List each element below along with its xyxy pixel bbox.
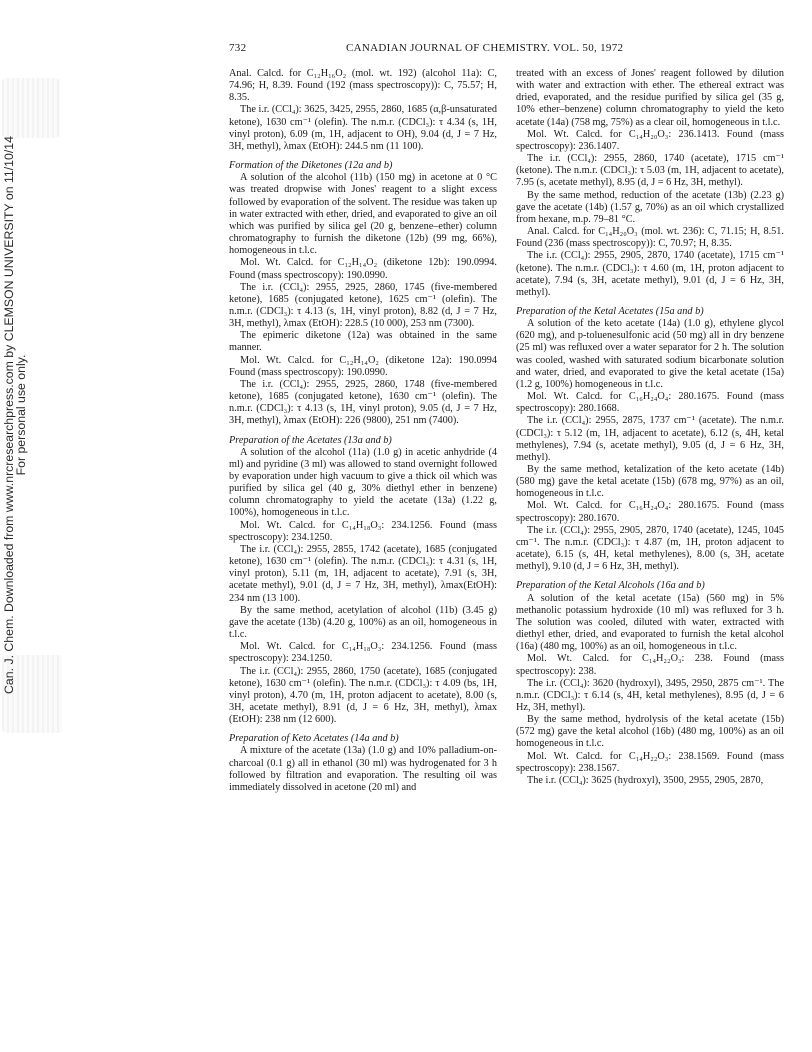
paragraph: Mol. Wt. Calcd. for C₁₄H₂₂O₃: 238.1569. Found (mass spectroscopy): 238.1567. <box>516 750 784 774</box>
paragraph: Mol. Wt. Calcd. for C₁₄H₂₂O₃: 238. Found (mass spectroscopy): 238. <box>516 653 784 677</box>
section-heading: Formation of the Diketones (12a and b) <box>229 160 393 172</box>
paragraph: The i.r. (CCl₄): 2955, 2875, 1737 cm⁻¹ (acetate). The n.m.r. (CDCl₃): τ 5.12 (m, 1H, adjacent to acetate), 6.12 (s, 4H, ketal methylenes), 7.94 (s, acetate methyl), 9.05 (d, J = 6 Hz, 3H, methyl). <box>516 415 784 463</box>
paragraph: Mol. Wt. Calcd. for C₁₄H₁₈O₃: 234.1256. Found (mass spectroscopy): 234.1250. <box>229 519 497 543</box>
paragraph: Mol. Wt. Calcd. for C₁₆H₂₄O₄: 280.1675. Found (mass spectroscopy): 280.1668. <box>516 391 784 415</box>
paragraph: Mol. Wt. Calcd. for C₁₄H₁₈O₃: 234.1256. Found (mass spectroscopy): 234.1250. <box>229 641 497 665</box>
paragraph: A mixture of the acetate (13a) (1.0 g) and 10% palladium-on-charcoal (0.1 g) all in ethanol (30 ml) was hydrogenated for 3 h followed by filtration and evaporation. The resulting oil was immediately dissolved in acetone (20 ml) and <box>229 745 497 793</box>
paragraph: Mol. Wt. Calcd. for C₁₆H₂₄O₄: 280.1675. Found (mass spectroscopy): 280.1670. <box>516 500 784 524</box>
paragraph: A solution of the alcohol (11a) (1.0 g) in acetic anhydride (4 ml) and pyridine (3 ml) was allowed to stand overnight followed by evaporation under high vacuum to give a thick oil which was purified by silica gel (40 g, 30% diethyl ether in benzene) column chromatography to yield the acetate (13a) (1.22 g, 100%), homogeneous in t.l.c. <box>229 446 497 519</box>
section-heading: Preparation of the Ketal Acetates (15a and b) <box>516 305 704 317</box>
page-number: 732 <box>229 42 247 54</box>
left-column <box>229 68 497 794</box>
paragraph: The i.r. (CCl₄): 3620 (hydroxyl), 3495, 2950, 2875 cm⁻¹. The n.m.r. (CDCl₃): τ 6.14 (s, 4H, ketal methylenes), 8.95 (d, J = 6 Hz, 3H, methyl). <box>516 677 784 713</box>
paragraph: The i.r. (CCl₄): 2955, 2860, 1750 (acetate), 1685 (conjugated ketone), 1630 cm⁻¹ (olefin). The n.m.r. (CDCl₃): τ 4.09 (bs, 1H, vinyl proton), 4.70 (m, 1H, proton adjacent to acetate), 8.00 (s, 3H, acetate methyl), 8.91 (d, J = 6 Hz, 3H, methyl), λmax (EtOH): 238 nm (12 600). <box>229 665 497 726</box>
paragraph: The i.r. (CCl₄): 3625, 3425, 2955, 2860, 1685 (α,β-unsaturated ketone), 1630 cm⁻¹ (olefin). The n.m.r. (CDCl₃): τ 4.34 (s, 1H, vinyl proton), 6.09 (m, 1H, adjacent to OH), 9.04 (d, J = 7 Hz, 3H, methyl), λmax (EtOH): 244.5 nm (11 100). <box>229 104 497 152</box>
paragraph: The i.r. (CCl₄): 2955, 2905, 2870, 1740 (acetate), 1245, 1045 cm⁻¹. The n.m.r. (CDCl₃): τ 4.87 (m, 1H, proton adjacent to acetate), 6.15 (s, 4H, ketal methylenes), 8.00 (s, 3H, acetate methyl), 9.10 (d, J = 6 Hz, 3H, methyl). <box>516 524 784 573</box>
paragraph: The i.r. (CCl₄): 2955, 2905, 2870, 1740 (acetate), 1715 cm⁻¹ (ketone). The n.m.r. (CDCl₃): τ 4.60 (m, 1H, proton adjacent to acetate), 7.94 (s, 3H, acetate methyl), 9.01 (d, J = 6 Hz, 3H, methyl). <box>516 250 784 298</box>
paragraph: Anal. Calcd. for C₁₂H₁₆O₂ (mol. wt. 192) (alcohol 11a): C, 74.96; H, 8.39. Found (192 (mass spectroscopy)): C, 75.57; H, 8.35. <box>229 68 497 104</box>
paragraph: Anal. Calcd. for C₁₄H₂₀O₃ (mol. wt. 236): C, 71.15; H, 8.51. Found (236 (mass spectroscopy)): C, 70.97; H, 8.35. <box>516 226 784 250</box>
paragraph: By the same method, ketalization of the keto acetate (14b) (580 mg) gave the ketal acetate (15b) (678 mg, 97%) as an oil, homogeneous in t.l.c. <box>516 464 784 500</box>
paragraph: Mol. Wt. Calcd. for C₁₂H₁₄O₂ (diketone 12b): 190.0994. Found (mass spectroscopy): 190.0990. <box>229 257 497 281</box>
paragraph: treated with an excess of Jones' reagent followed by dilution with water and extraction with ether. The ethereal extract was dried, evaporated, and the residue purified by silica gel (35 g, 10% ether–benzene) column chromatography to yield the keto acetate (14a) (758 mg, 75%) as a clear oil, homogeneous in t.l.c. <box>516 68 784 128</box>
journal-title: CANADIAN JOURNAL OF CHEMISTRY. VOL. 50, 1972 <box>346 42 624 54</box>
section-heading: Preparation of the Ketal Alcohols (16a and b) <box>516 580 705 592</box>
paragraph: The i.r. (CCl₄): 2955, 2855, 1742 (acetate), 1685 (conjugated ketone), 1630 cm⁻¹ (olefin). The n.m.r. (CDCl₃): τ 4.31 (s, 1H, vinyl proton), 5.11 (m, 1H, adjacent to acetate), 7.91 (s, 3H, acetate methyl), 9.01 (d, J = 7 Hz, 3H, methyl), λmax(EtOH): 234 nm (13 100). <box>229 543 497 604</box>
section-heading: Preparation of the Acetates (13a and b) <box>229 434 392 446</box>
paragraph: Mol. Wt. Calcd. for C₁₂H₁₄O₂ (diketone 12a): 190.0994 Found (mass spectroscopy): 190.0990. <box>229 354 497 378</box>
paragraph: A solution of the keto acetate (14a) (1.0 g), ethylene glycol (620 mg), and p-toluenesulfonic acid (50 mg) all in dry benzene (25 ml) was refluxed over a water separator for 2 h. The solution was cooled, washed with saturated sodium bicarbonate solution and water, dried, and evaporated to give the ketal acetate (15a) (1.2 g, 100%) homogeneous in t.l.c. <box>516 318 784 390</box>
paragraph: By the same method, hydrolysis of the ketal acetate (15b) (572 mg) gave the ketal alcohol (16b) (480 mg, 100%) as an oil homogeneous in t.l.c. <box>516 714 784 750</box>
paragraph: The i.r. (CCl₄): 3625 (hydroxyl), 3500, 2955, 2905, 2870, <box>527 774 764 786</box>
paragraph: The epimeric diketone (12a) was obtained in the same manner. <box>229 330 497 354</box>
right-column <box>516 68 784 787</box>
paragraph: Mol. Wt. Calcd. for C₁₄H₂₀O₃: 236.1413. Found (mass spectroscopy): 236.1407. <box>516 128 784 152</box>
paragraph: By the same method, reduction of the acetate (13b) (2.23 g) gave the acetate (14b) (1.57 g, 70%) as an oil which crystallized from hexane, m.p. 79–81 °C. <box>516 189 784 225</box>
paragraph: By the same method, acetylation of alcohol (11b) (3.45 g) gave the acetate (13b) (4.20 g, 100%) as an oil, homogeneous in t.l.c. <box>229 604 497 641</box>
running-header <box>229 41 784 55</box>
scan-smudge <box>2 78 60 138</box>
paragraph: The i.r. (CCl₄): 2955, 2925, 2860, 1745 (five-membered ketone), 1685 (conjugated ketone), 1625 cm⁻¹ (olefin). The n.m.r. (CDCl₃): τ 4.13 (s, 1H, vinyl proton), 8.82 (d, J = 7 Hz, 3H, methyl), λmax (EtOH): 228.5 (10 000), 253 nm (7300). <box>229 281 497 330</box>
download-watermark <box>0 136 30 694</box>
download-notice-line: Can. J. Chem. Downloaded from www.nrcresearchpress.com by CLEMSON UNIVERSITY on 11/10/14 <box>2 136 16 694</box>
paragraph: The i.r. (CCl₄): 2955, 2860, 1740 (acetate), 1715 cm⁻¹ (ketone). The n.m.r. (CDCl₃): τ 5.03 (m, 1H, adjacent to acetate), 7.95 (s, acetate methyl), 8.95 (d, J = 6 Hz, 3H, methyl). <box>516 153 784 189</box>
paragraph: A solution of the alcohol (11b) (150 mg) in acetone at 0 °C was treated dropwise with Jones' reagent to a slight excess followed by evaporation of the solvent. The residue was taken up in water extracted with ether, dried, and evaporated to give an oil which was purified by silica gel (20 g, benzene–ether) column chromatography to furnish the diketone (12b) (99 mg, 66%), homogeneous in t.l.c. <box>229 172 497 257</box>
paragraph: The i.r. (CCl₄): 2955, 2925, 2860, 1748 (five-membered ketone), 1685 (conjugated ketone), 1630 cm⁻¹ (olefin). The n.m.r. (CDCl₃): τ 4.13 (s, 1H, vinyl proton), 9.05 (d, J = 7 Hz, 3H, methyl), λmax (EtOH): 226 (9800), 251 nm (7400). <box>229 378 497 427</box>
personal-use-line: For personal use only. <box>14 354 28 476</box>
section-heading: Preparation of Keto Acetates (14a and b) <box>229 733 399 745</box>
paragraph: A solution of the ketal acetate (15a) (560 mg) in 5% methanolic potassium hydroxide (10 ml) was refluxed for 3 h. The solution was cooled, diluted with water, extracted with diethyl ether, dried, and evaporated to furnish the ketal alcohol (16a) (480 mg, 100%) as an oil, homogeneous in t.l.c. <box>516 592 784 653</box>
